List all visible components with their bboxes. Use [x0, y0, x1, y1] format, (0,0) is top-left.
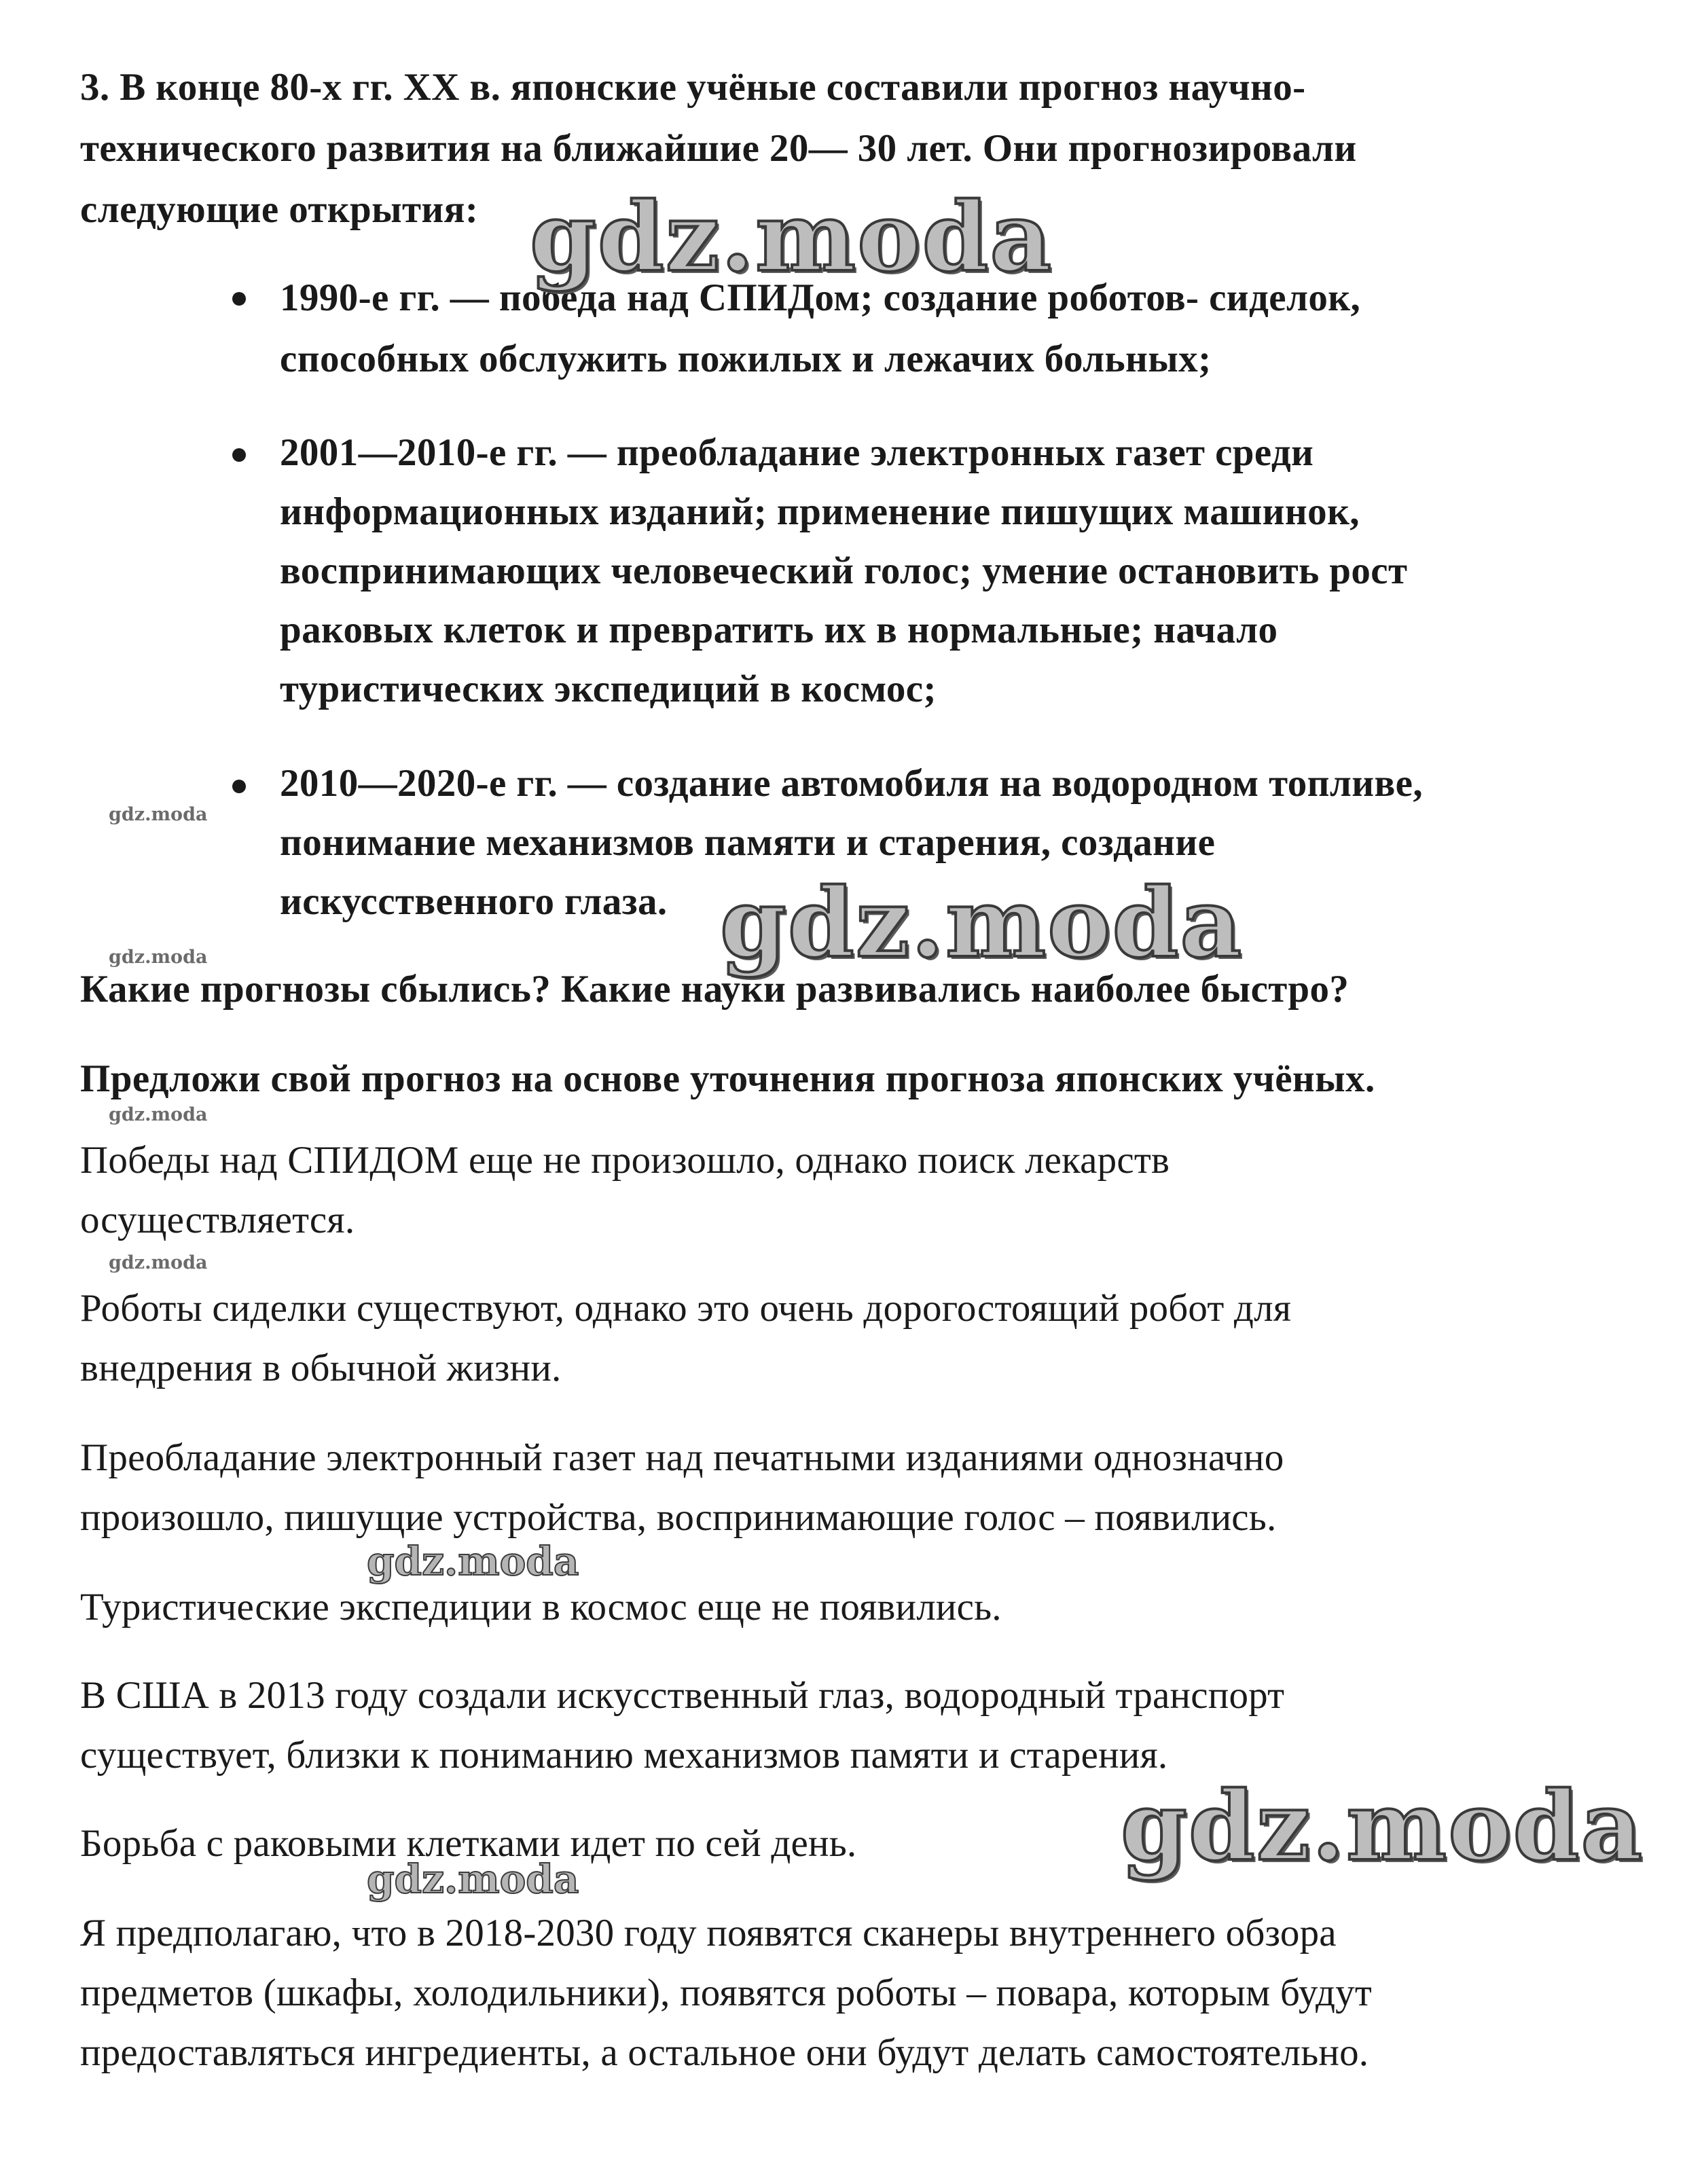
watermark-medium: gdz.moda — [367, 1856, 579, 1902]
bullet-line: понимание механизмов памяти и старения, создание — [280, 821, 1216, 864]
watermark-small: gdz.moda — [109, 947, 208, 968]
bullet-line: 2010—2020-е гг. — создание автомобиля на водородном топливе, — [280, 762, 1424, 805]
watermark-small: gdz.moda — [109, 804, 208, 825]
question-line: Какие прогнозы сбылись? Какие науки развивались наиболее быстро? — [80, 968, 1349, 1011]
bullet-line: искусственного глаза. — [280, 880, 668, 923]
answer-line: осуществляется. — [80, 1199, 355, 1241]
bullet-line: информационных изданий; применение пишущих машинок, — [280, 490, 1360, 533]
answer-line: существует, близки к пониманию механизмов памяти и старения. — [80, 1734, 1168, 1777]
answer-line: Я предполагаю, что в 2018-2030 году появятся сканеры внутреннего обзора — [80, 1912, 1337, 1954]
bullet-line: 2001—2010-е гг. — преобладание электронных газет среди — [280, 431, 1314, 474]
bullet-line: 1990-е гг. — победа над СПИДом; создание роботов- сиделок, — [280, 276, 1361, 319]
answer-line: Борьба с раковыми клетками идет по сей день. — [80, 1822, 857, 1865]
answer-line: Роботы сиделки существуют, однако это очень дорогостоящий робот для — [80, 1287, 1292, 1330]
bullet-line: туристических экспедиций в космос; — [280, 668, 937, 710]
answer-line: внедрения в обычной жизни. — [80, 1347, 562, 1389]
answer-line: произошло, пишущие устройства, воспринимающие голос – появились. — [80, 1496, 1277, 1539]
watermark-small: gdz.moda — [109, 1104, 208, 1125]
question-line: Предложи свой прогноз на основе уточнения прогноза японских учёных. — [80, 1057, 1375, 1100]
answer-line: Преобладание электронный газет над печатными изданиями однозначно — [80, 1436, 1284, 1479]
watermark-small: gdz.moda — [109, 1252, 208, 1273]
answer-line: предоставляться ингредиенты, а остальное они будут делать самостоятельно. — [80, 2031, 1369, 2074]
watermark-logo: gdz.moda — [1121, 1771, 1644, 1882]
watermark-medium: gdz.moda — [367, 1538, 579, 1584]
bullet-icon — [232, 780, 246, 793]
watermark-logo: gdz.moda — [720, 868, 1244, 979]
answer-line: предметов (шкафы, холодильники), появятся роботы – повара, которым будут — [80, 1971, 1372, 2014]
answer-line: Победы над СПИДОМ еще не произошло, однако поиск лекарств — [80, 1139, 1170, 1182]
task-line: следующие открытия: — [80, 188, 479, 231]
bullet-line: воспринимающих человеческий голос; умение остановить рост — [280, 549, 1408, 592]
bullet-icon — [232, 292, 246, 306]
bullet-line: способных обслужить пожилых и лежачих больных; — [280, 338, 1212, 380]
watermark-logo: gdz.moda — [530, 182, 1053, 293]
answer-line: Туристические экспедиции в космос еще не появились. — [80, 1586, 1002, 1628]
answer-line: В США в 2013 году создали искусственный глаз, водородный транспорт — [80, 1674, 1285, 1717]
task-line: технического развития на ближайшие 20— 30 лет. Они прогнозировали — [80, 127, 1357, 170]
task-line: 3. В конце 80-х гг. XX в. японские учёные составили прогноз научно- — [80, 66, 1306, 109]
bullet-icon — [232, 448, 246, 462]
bullet-line: раковых клеток и превратить их в нормальные; начало — [280, 608, 1278, 651]
